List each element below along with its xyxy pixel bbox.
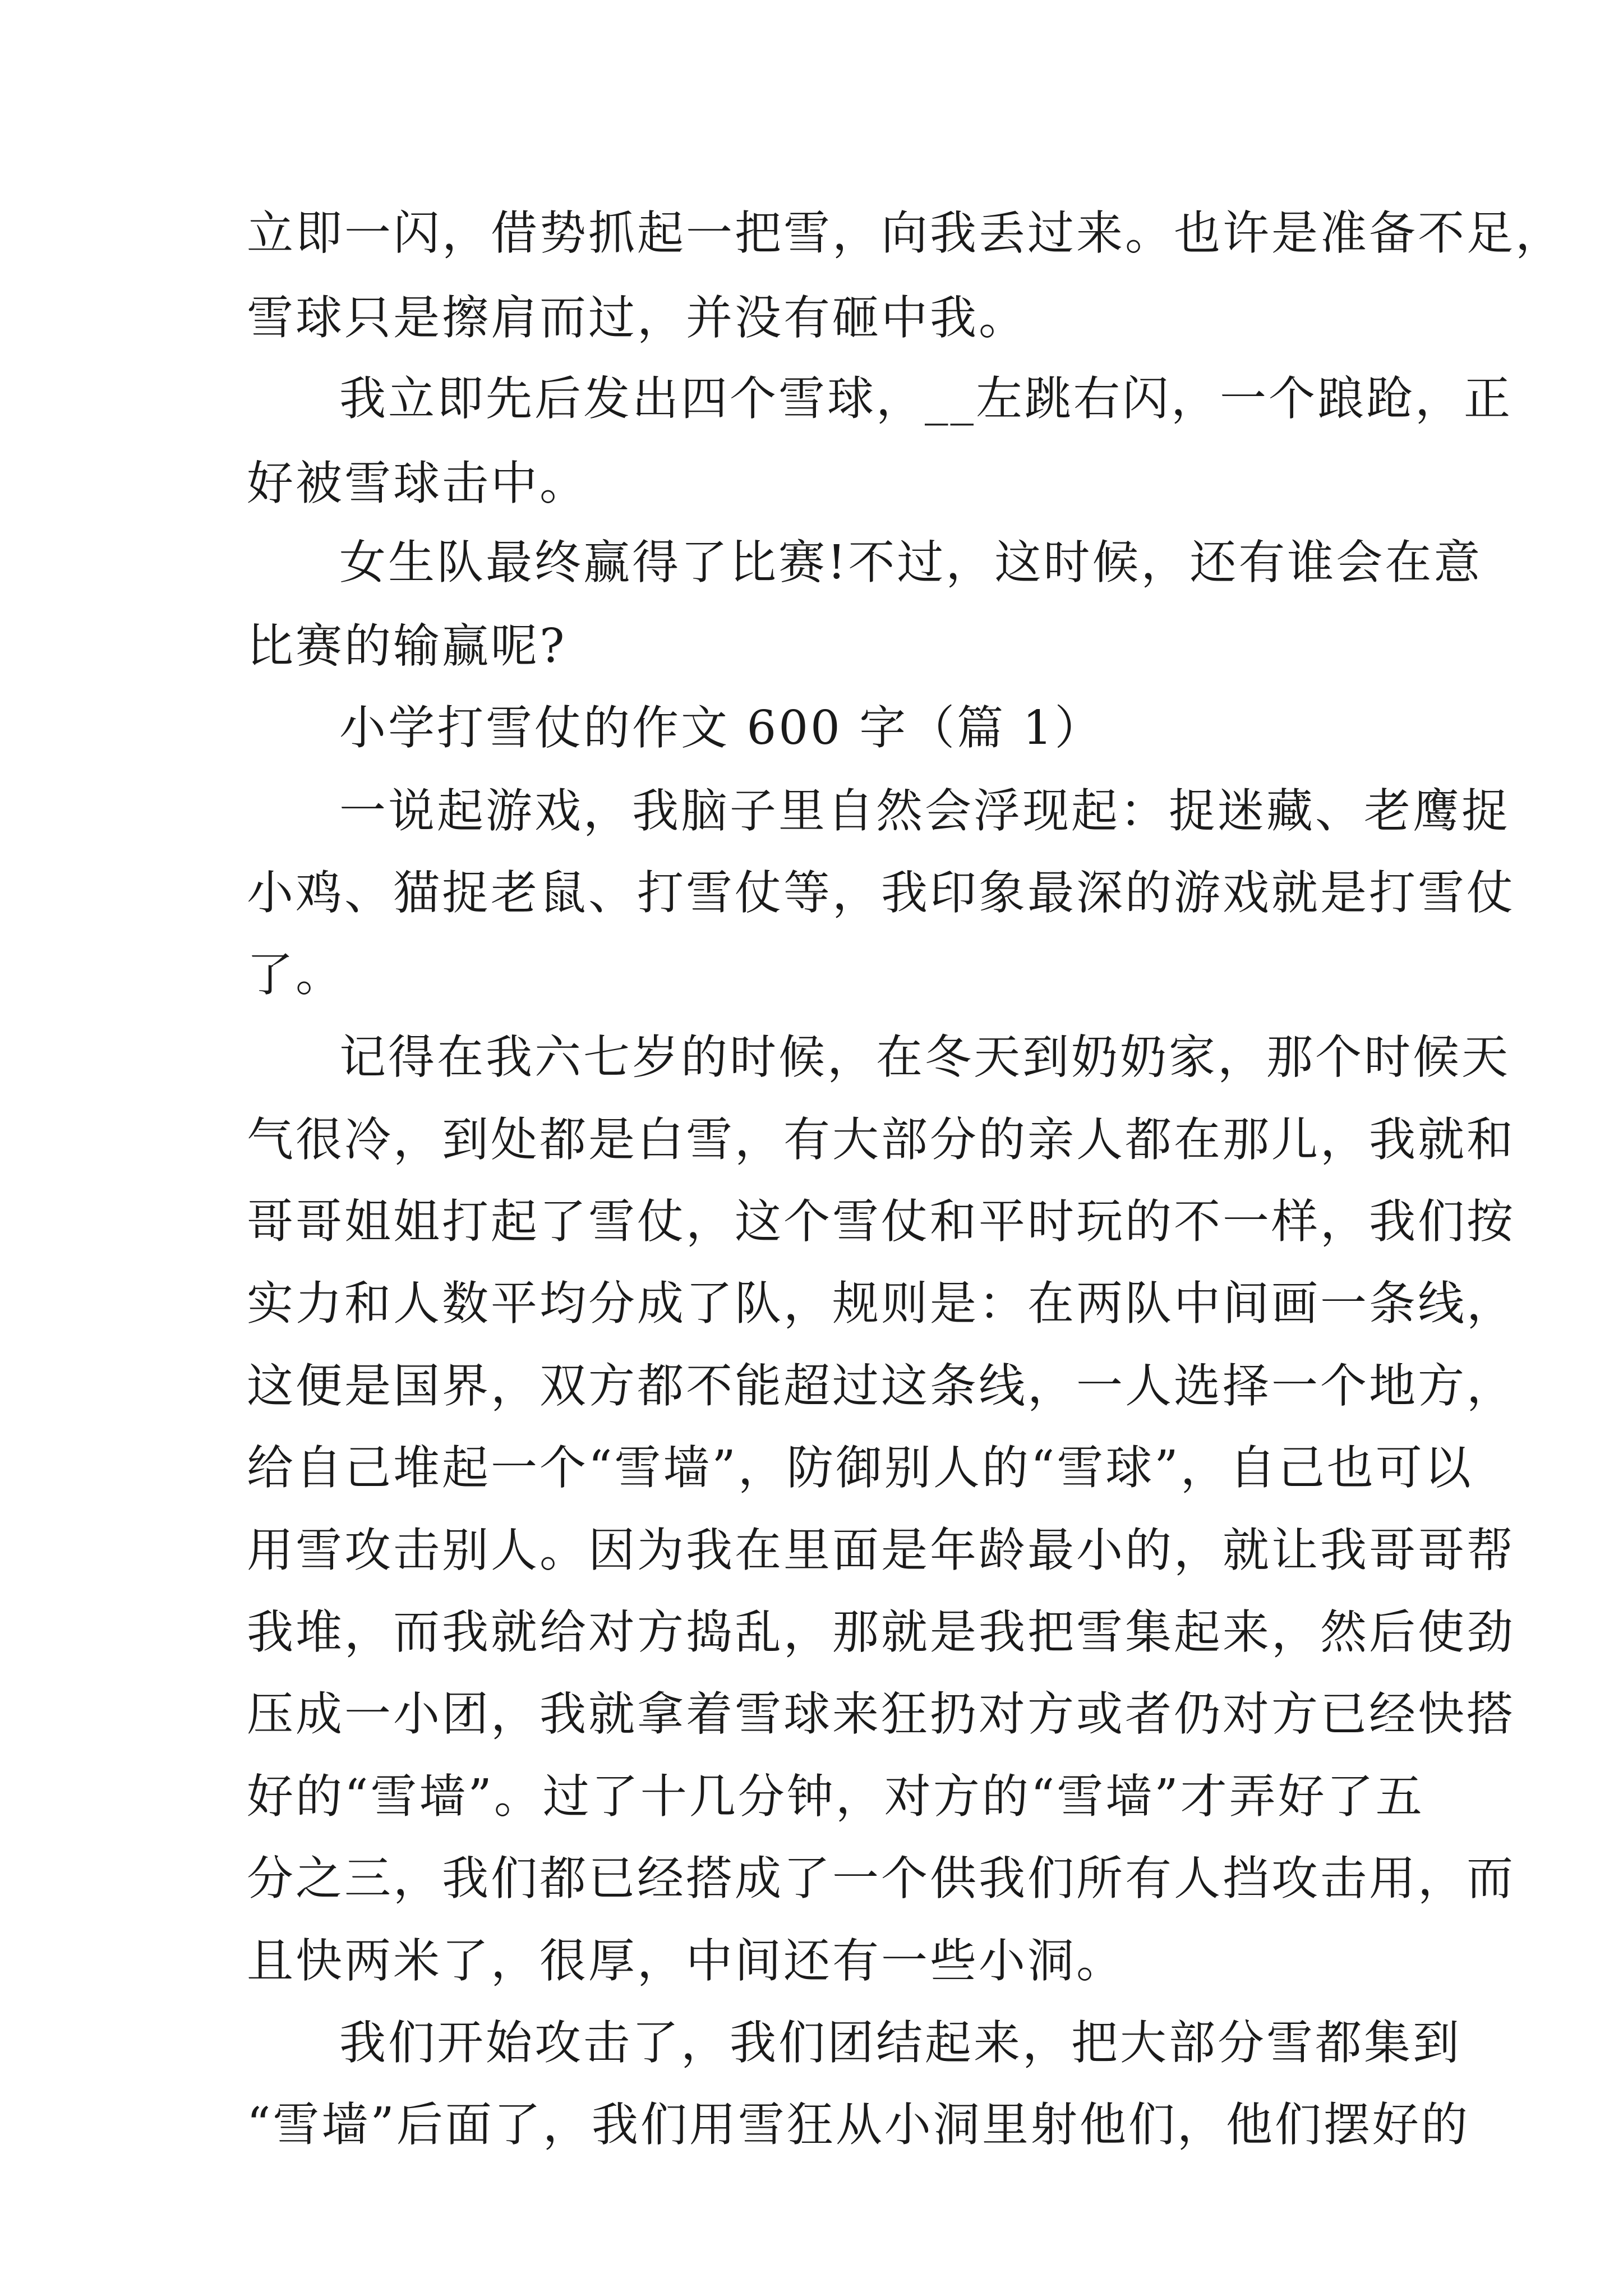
- text-line-2: 雪球只是擦肩而过，并没有砸中我。: [247, 291, 1027, 345]
- text-line-21: 分之三，我们都已经搭成了一个供我们所有人挡攻击用，而: [247, 1851, 1515, 1906]
- text-line-9: 小鸡、猫捉老鼠、打雪仗等，我印象最深的游戏就是打雪仗: [247, 866, 1515, 920]
- text-line-11: 记得在我六七岁的时候，在冬天到奶奶家，那个时候天: [339, 1030, 1510, 1084]
- text-line-5: 女生队最终赢得了比赛!不过，这时候，还有谁会在意: [339, 535, 1483, 590]
- text-line-8: 一说起游戏，我脑子里自然会浮现起：捉迷藏、老鹰捉: [339, 784, 1510, 838]
- text-line-4: 好被雪球击中。: [247, 456, 588, 510]
- text-line-23: 我们开始攻击了，我们团结起来，把大部分雪都集到: [339, 2016, 1461, 2070]
- text-line-24: “雪墙”后面了，我们用雪狂从小洞里射他们，他们摆好的: [247, 2097, 1470, 2152]
- text-line-17: 用雪攻击别人。因为我在里面是年龄最小的，就让我哥哥帮: [247, 1523, 1515, 1577]
- text-line-6: 比赛的输赢呢?: [247, 619, 567, 673]
- text-line-1: 立即一闪，借势抓起一把雪，向我丢过来。也许是准备不足，: [247, 206, 1564, 260]
- text-line-20: 好的“雪墙”。过了十几分钟，对方的“雪墙”才弄好了五: [247, 1769, 1424, 1824]
- text-line-18: 我堆，而我就给对方捣乱，那就是我把雪集起来，然后使劲: [247, 1605, 1515, 1659]
- text-line-13: 哥哥姐姐打起了雪仗，这个雪仗和平时玩的不一样，我们按: [247, 1194, 1515, 1249]
- text-line-10: 了。: [247, 947, 344, 1002]
- text-line-15: 这便是国界，双方都不能超过这条线，一人选择一个地方，: [247, 1359, 1515, 1413]
- text-line-12: 气很冷，到处都是白雪，有大部分的亲人都在那儿，我就和: [247, 1112, 1515, 1167]
- text-line-3: 我立即先后发出四个雪球，__左跳右闪，一个踉跄，正: [339, 371, 1513, 426]
- text-line-16: 给自己堆起一个“雪墙”，防御别人的“雪球”，自己也可以: [247, 1441, 1473, 1495]
- text-line-14: 实力和人数平均分成了队，规则是：在两队中间画一条线，: [247, 1276, 1515, 1331]
- text-line-19: 压成一小团，我就拿着雪球来狂扔对方或者仍对方已经快搭: [247, 1687, 1515, 1741]
- section-heading: 小学打雪仗的作文 600 字（篇 1）: [339, 701, 1104, 755]
- text-line-22: 且快两米了，很厚，中间还有一些小洞。: [247, 1934, 1125, 1988]
